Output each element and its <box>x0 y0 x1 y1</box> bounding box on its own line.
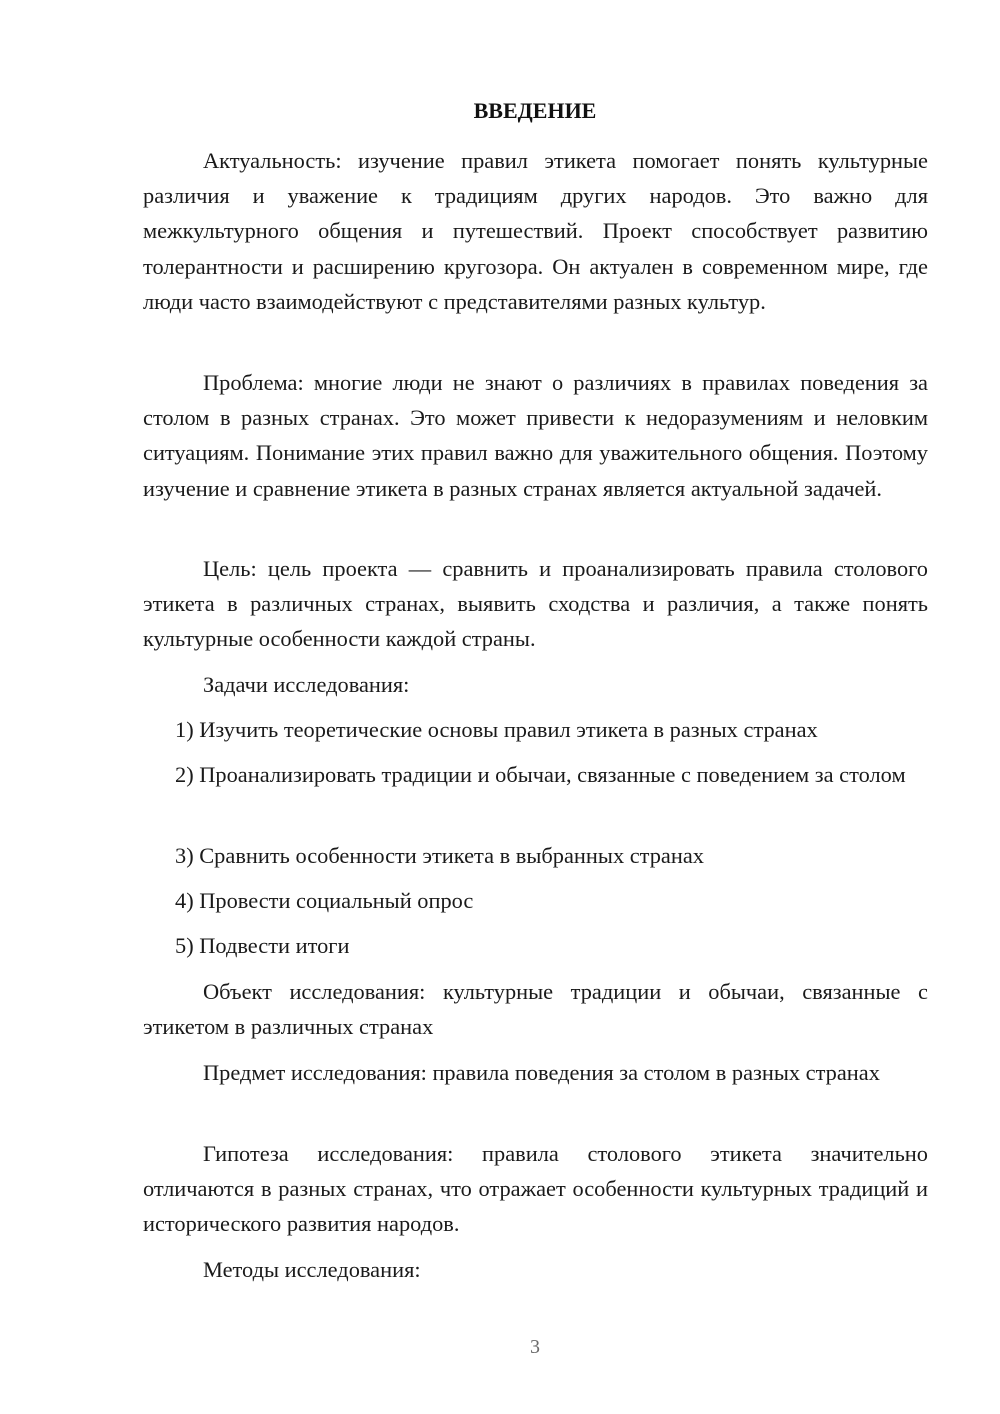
hypothesis-paragraph: Гипотеза исследования: правила столового этикета значительно отличаются в разных странах, что отражает особенности культурных традиций и исторического развития народов. <box>143 1141 928 1237</box>
task-item-3-block <box>143 838 928 873</box>
task-item-4-block <box>143 883 928 918</box>
hypothesis-paragraph-block <box>143 1136 928 1242</box>
object-paragraph: Объект исследования: культурные традиции и обычаи, связанные с этикетом в различных странах <box>143 979 928 1040</box>
page-title: ВВЕДЕНИЕ <box>473 98 597 123</box>
task-item-5-block <box>143 928 928 963</box>
list-item: 2) Проанализировать традиции и обычаи, связанные с поведением за столом <box>175 762 906 787</box>
task-item-2-block <box>143 757 928 792</box>
object-paragraph-block <box>143 974 928 1044</box>
relevance-paragraph-block <box>143 143 928 319</box>
relevance-paragraph: Актуальность: изучение правил этикета помогает понять культурные различия и уважение к традициям других народов. Это важно для межкультурного общения и путешествий. Проект способствует развитию толерантности и расширению кругозора. Он актуален в современном мире, где люди часто взаимодействуют с представителями разных культур. <box>143 148 928 314</box>
subject-paragraph-block <box>143 1055 928 1090</box>
task-item-1-block <box>143 712 928 747</box>
goal-paragraph-block <box>143 551 928 657</box>
tasks-title: Задачи исследования: <box>203 672 410 697</box>
list-item: 1) Изучить теоретические основы правил этикета в разных странах <box>175 717 818 742</box>
problem-paragraph-block <box>143 365 928 506</box>
problem-paragraph: Проблема: многие люди не знают о различиях в правилах поведения за столом в разных странах. Это может привести к недоразумениям и неловким ситуациям. Понимание этих правил важно для уважительного общения. Поэтому изучение и сравнение этикета в разных странах является актуальной задачей. <box>143 370 928 501</box>
page-number: 3 <box>530 1336 540 1358</box>
goal-paragraph: Цель: цель проекта — сравнить и проанализировать правила столового этикета в различных странах, выявить сходства и различия, а также понять культурные особенности каждой страны. <box>143 556 928 652</box>
methods-title-block <box>143 1252 928 1287</box>
methods-title: Методы исследования: <box>203 1257 421 1282</box>
list-item: 5) Подвести итоги <box>175 933 350 958</box>
tasks-title-block <box>143 667 928 702</box>
subject-paragraph: Предмет исследования: правила поведения за столом в разных странах <box>203 1060 880 1085</box>
list-item: 3) Сравнить особенности этикета в выбранных странах <box>175 843 704 868</box>
list-item: 4) Провести социальный опрос <box>175 888 474 913</box>
